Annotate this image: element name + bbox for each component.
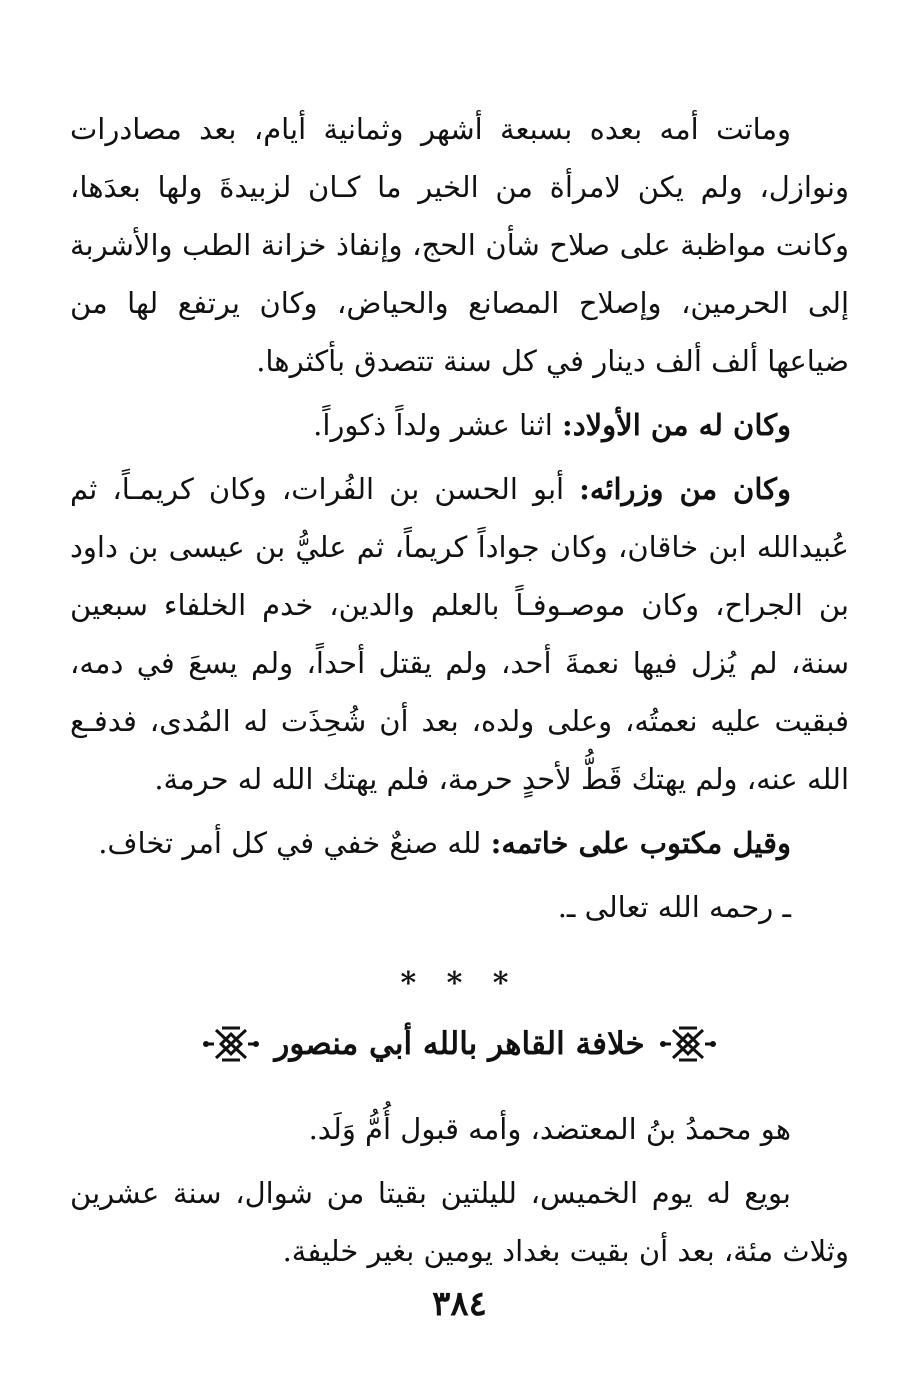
paragraph-ring-text: لله صنعٌ خفي في كل أمر تخاف. (98, 826, 491, 860)
paragraph-children-text: اثنا عشر ولداً ذكوراً. (313, 408, 563, 442)
paragraph-children-lead: وكان له من الأولاد: (562, 408, 791, 442)
paragraph-lineage: هو محمدُ بنُ المعتضد، وأمه قبول أُمُّ وَلَد. (308, 1112, 791, 1146)
paragraph-ministers-text: أبو الحسن بن الفُرات، وكان كريمـاً، ثم عُبيدالله ابن خاقان، وكان جواداً كريماً، ثم عليُّ بن عيسى بن داود بن الجراح، وكان موصـوفـاً بالعلم والدين، خدم الخلفاء سبعين سنة، لم يُزل فيها نعمةَ أحد، ولم يقتل أحداً، ولم يسعَ في دمه، فبقيت عليه نعمتُه، وعلى ولده، بعد أن شُحِذَت له المُدى، فدفـع الله عنه، ولم يهتك قَطُّ لأحدٍ حرمة، فلم يهتك الله له حرمة. (70, 472, 849, 796)
paragraph-accession: بويع له يوم الخميس، لليلتين بقيتا من شوال، سنة عشرين وثلاث مئة، بعد أن بقيت بغداد يومين بغير خليفة. (70, 1176, 849, 1268)
ornament-icon (202, 1024, 260, 1064)
paragraph-ministers-lead: وكان من وزرائه: (579, 472, 791, 506)
section-separator: * * * (400, 966, 519, 1001)
paragraph-prayer: ـ رحمه الله تعالى ـ. (557, 890, 791, 924)
paragraph-children (70, 396, 849, 454)
section-heading (70, 1014, 849, 1074)
paragraph-ministers (70, 460, 849, 808)
page-body (70, 100, 849, 1286)
section-heading-text: خلافة القاهر بالله أبي منصور (274, 1026, 645, 1062)
ornament-icon (659, 1024, 717, 1064)
page-number: ٣٨٤ (432, 1284, 487, 1324)
paragraph-ring-inscription (70, 814, 849, 872)
paragraph-mother-death: وماتت أمه بعده بسبعة أشهر وثمانية أيام، بعد مصادرات ونوازل، ولم يكن لامرأة من الخير ما كـان لزبيدةَ ولها بعدَها، وكانت مواظبة على صلاح شأن الحج، وإنفاذ خزانة الطب والأشربة إلى الحرمين، وإصلاح المصانع والحياض، وكان يرتفع لها من ضياعها ألف ألف دينار في كل سنة تتصدق بأكثرها. (70, 112, 849, 378)
paragraph-ring-lead: وقيل مكتوب على خاتمه: (490, 826, 791, 860)
